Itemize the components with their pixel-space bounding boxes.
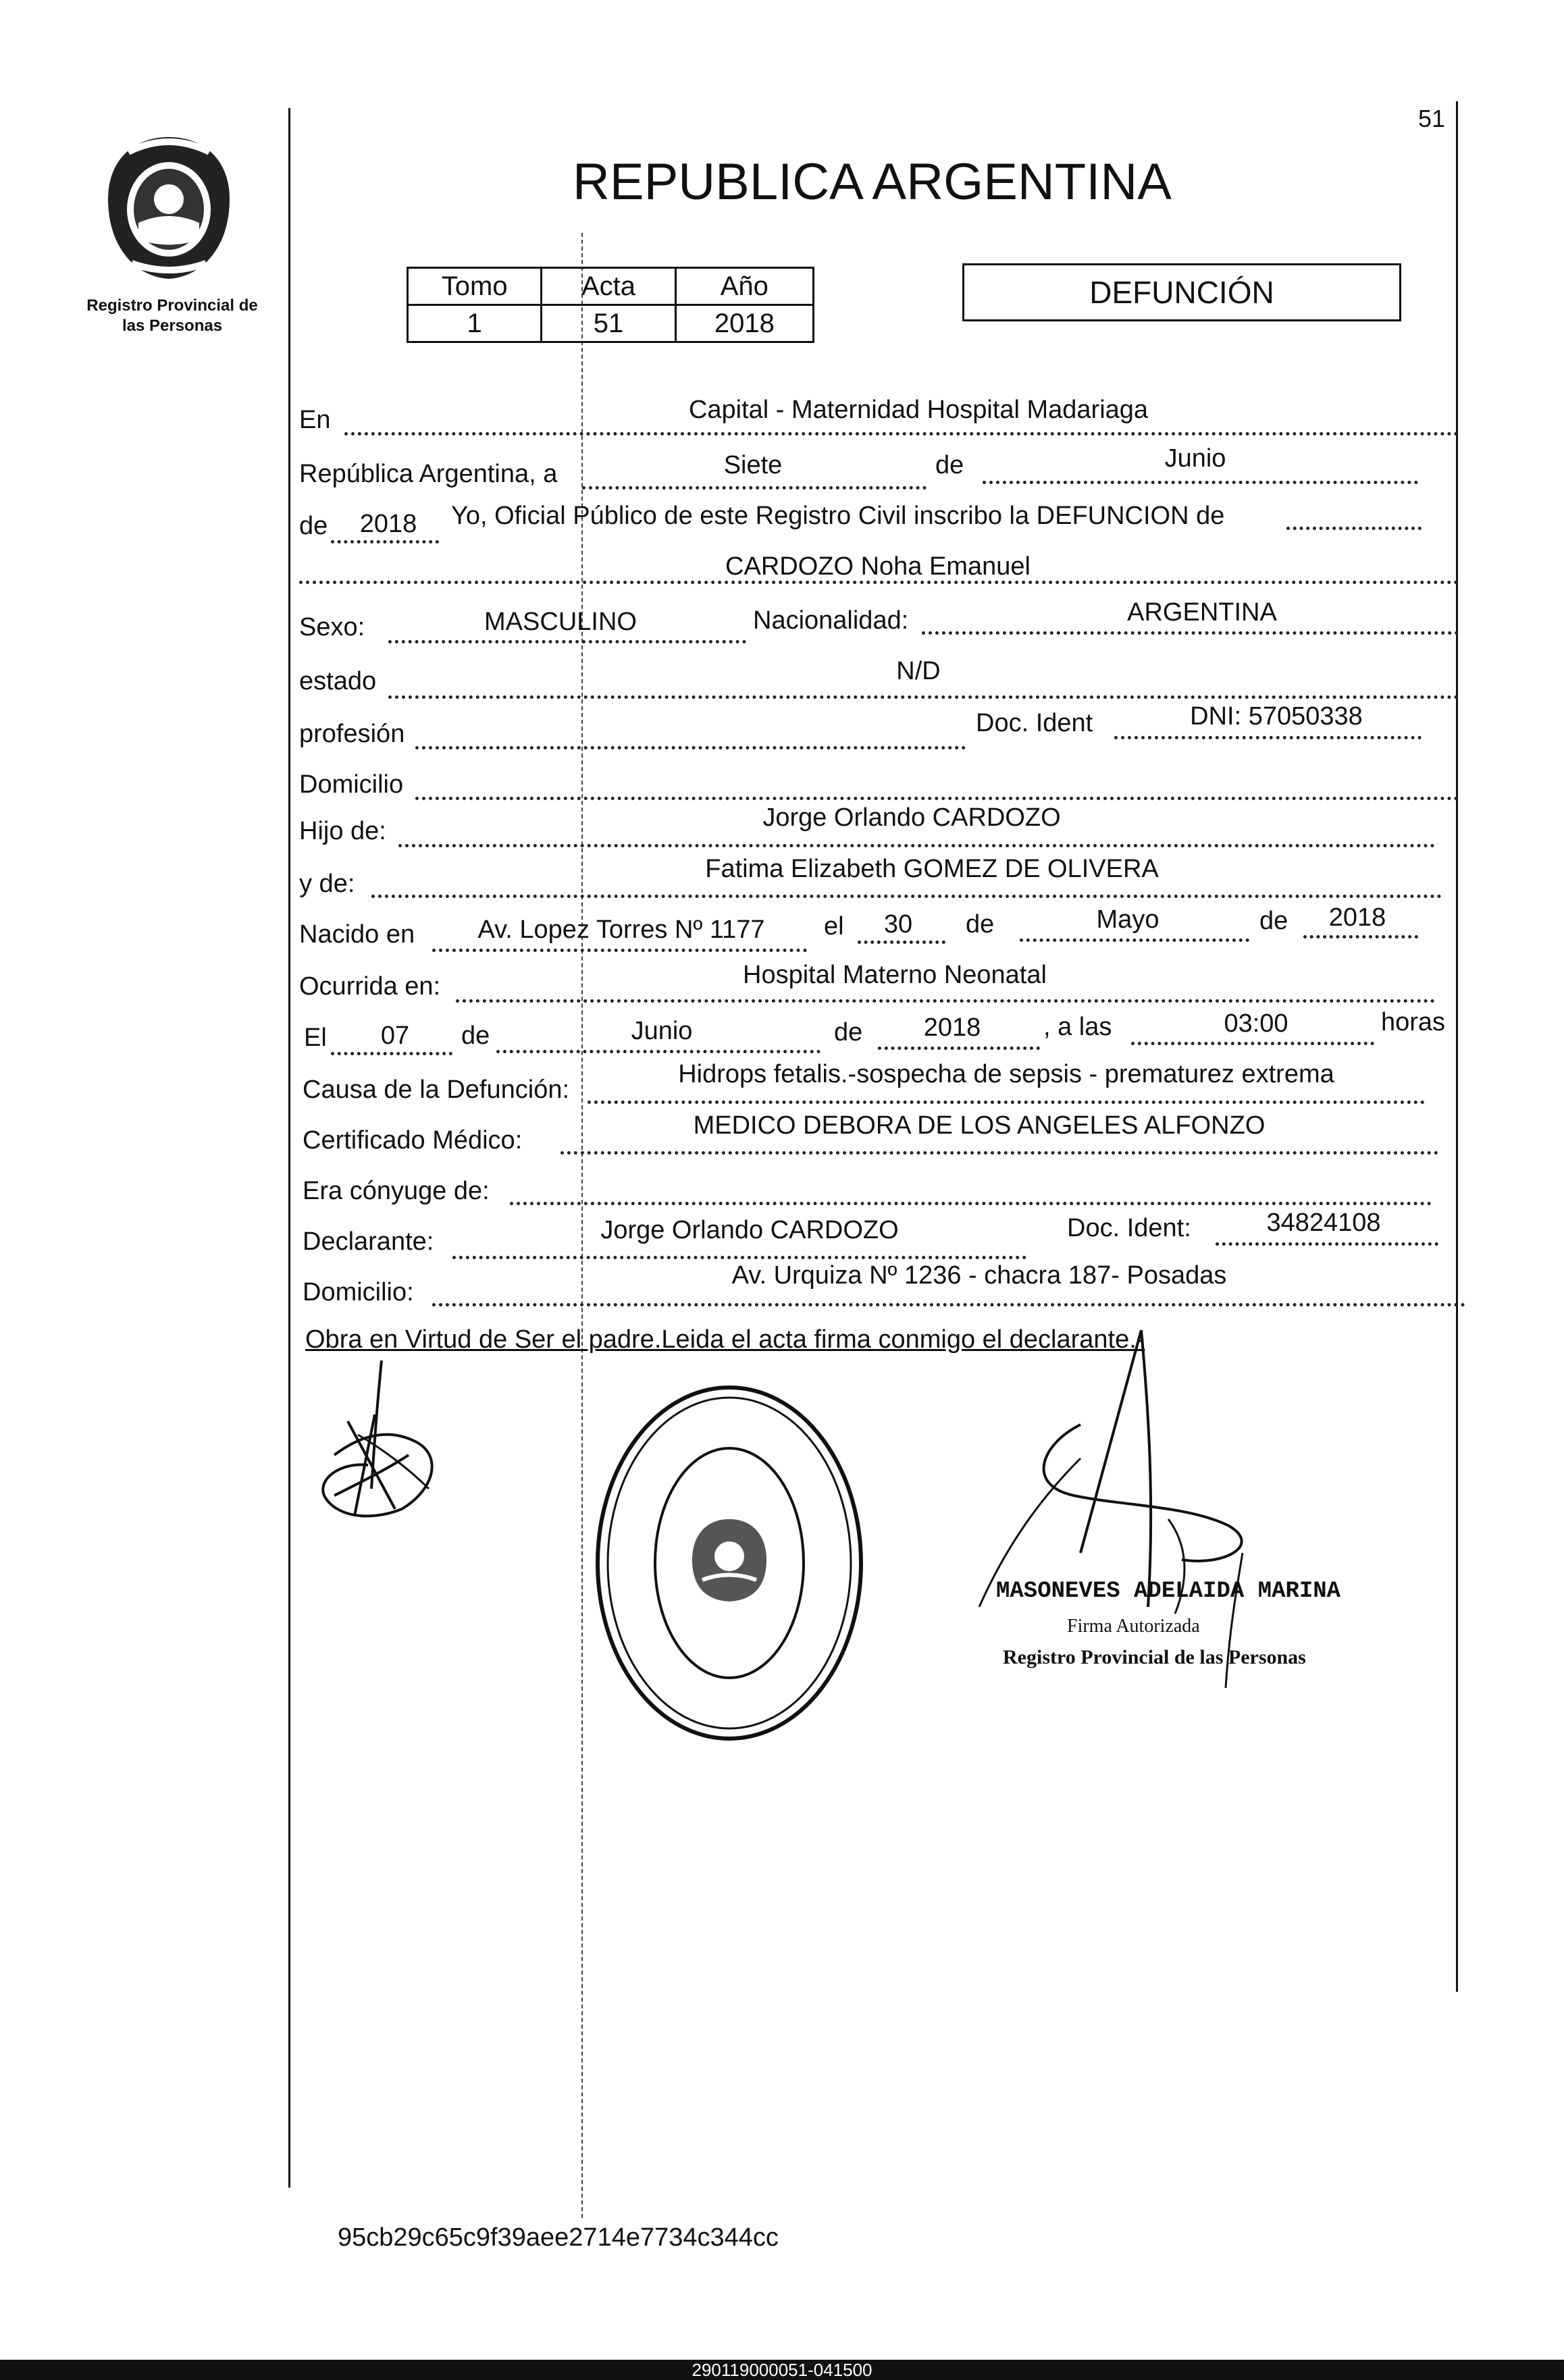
cert-value: MEDICO DEBORA DE LOS ANGELES ALFONZO xyxy=(693,1111,1266,1140)
estado-value: N/D xyxy=(896,657,941,685)
nacionalidad-label: Nacionalidad: xyxy=(753,606,909,635)
hijo-line xyxy=(398,844,1435,847)
birth-year: 2018 xyxy=(1328,903,1386,932)
birth-month: Mayo xyxy=(1096,905,1159,934)
deceased-name: CARDOZO Noha Emanuel xyxy=(725,552,1031,581)
official-seal xyxy=(591,1381,868,1745)
nacido-value: Av. Lopez Torres Nº 1177 xyxy=(477,916,765,944)
birth-de1-label: de xyxy=(966,910,995,938)
nacido-label: Nacido en xyxy=(299,920,415,949)
death-day: 07 xyxy=(380,1022,410,1050)
death-de3-label: de xyxy=(461,1022,490,1050)
profesion-line xyxy=(415,746,966,749)
doc-line xyxy=(1114,736,1422,739)
ocurrida-label: Ocurrida en: xyxy=(299,972,441,1001)
causa-label: Causa de la Defunción: xyxy=(303,1076,570,1104)
en-label: En xyxy=(299,406,331,434)
ref-value-acta: 51 xyxy=(542,305,675,342)
domicilio2-label: Domicilio: xyxy=(303,1278,414,1306)
left-border-line xyxy=(288,108,290,2188)
ref-value-tomo: 1 xyxy=(408,305,542,342)
death-time: 03:00 xyxy=(1224,1009,1288,1038)
death-month-line xyxy=(496,1050,820,1053)
day-text: Siete xyxy=(723,451,783,479)
sexo-label: Sexo: xyxy=(299,613,365,641)
right-border-line xyxy=(1456,101,1458,1992)
record-type-box: DEFUNCIÓN xyxy=(962,263,1401,321)
father-name: Jorge Orlando CARDOZO xyxy=(762,803,1061,832)
decl-doc-line xyxy=(1216,1242,1438,1246)
document-hash: 95cb29c65c9f39aee2714e7734c344cc xyxy=(338,2223,779,2252)
conyuge-label: Era cónyuge de: xyxy=(303,1177,490,1205)
republica-label: República Argentina, a xyxy=(299,460,558,488)
page-title: REPUBLICA ARGENTINA xyxy=(573,153,1172,211)
en-value: Capital - Maternidad Hospital Madariaga xyxy=(688,396,1149,424)
hijo-label: Hijo de: xyxy=(299,817,386,845)
day-de-label: de xyxy=(935,451,964,479)
yde-line xyxy=(371,895,1442,898)
left-signature xyxy=(307,1354,469,1550)
footer-code: 290119000051-041500 xyxy=(0,2360,1564,2380)
death-time-line xyxy=(1131,1042,1374,1045)
death-year: 2018 xyxy=(923,1013,981,1042)
mother-name: Fatima Elizabeth GOMEZ DE OLIVERA xyxy=(705,855,1159,883)
nacionalidad-line xyxy=(922,631,1459,635)
death-de4-label: de xyxy=(834,1018,863,1047)
year-value: 2018 xyxy=(359,510,417,538)
domicilio-line xyxy=(415,797,1459,800)
handwritten-signature-icon xyxy=(307,1354,469,1550)
domicilio2-line xyxy=(432,1303,1465,1306)
obra-text: Obra en Virtud de Ser el padre.Leida el acta firma conmigo el declarante.- xyxy=(305,1325,1145,1354)
declarante-line xyxy=(452,1256,1026,1259)
death-month: Junio xyxy=(631,1017,693,1045)
reference-table xyxy=(407,267,814,343)
ref-value-anio: 2018 xyxy=(675,305,813,342)
birth-day-line xyxy=(858,941,945,944)
official-text: Yo, Oficial Público de este Registro Civil inscribo la DEFUNCION de xyxy=(451,502,1225,530)
ref-header-acta: Acta xyxy=(542,268,675,305)
agency-name: Registro Provincial de las Personas xyxy=(86,296,258,335)
year-line xyxy=(331,540,439,544)
birth-day: 30 xyxy=(883,910,913,938)
stamp-line3: Registro Provincial de las Personas xyxy=(1003,1646,1306,1668)
ref-header-tomo: Tomo xyxy=(408,268,542,305)
stamp-line2: Firma Autorizada xyxy=(1067,1616,1200,1637)
decl-doc-label: Doc. Ident: xyxy=(1067,1214,1191,1242)
deceased-line xyxy=(299,581,1459,584)
right-signature xyxy=(945,1323,1324,1701)
official-line xyxy=(1286,527,1422,530)
death-year-line xyxy=(878,1047,1040,1050)
ocurrida-line xyxy=(456,999,1435,1003)
conyuge-line xyxy=(510,1202,1432,1205)
stamp-name: MASONEVES ADELAIDA MARINA xyxy=(996,1579,1341,1604)
declarante-label: Declarante: xyxy=(303,1227,434,1256)
death-day-line xyxy=(331,1052,452,1055)
profesion-label: profesión xyxy=(299,720,405,748)
death-el-label: El xyxy=(304,1024,327,1052)
doc-label: Doc. Ident xyxy=(976,709,1093,737)
day-line xyxy=(582,486,927,490)
yde-label: y de: xyxy=(299,870,355,898)
nacionalidad-value: ARGENTINA xyxy=(1127,598,1277,627)
cert-label: Certificado Médico: xyxy=(303,1126,523,1155)
registry-seal-icon xyxy=(591,1381,868,1745)
causa-line xyxy=(588,1101,1425,1104)
horas-label: horas xyxy=(1381,1008,1446,1036)
birth-el-label: el xyxy=(824,912,844,941)
domicilio-label: Domicilio xyxy=(299,770,404,799)
domicilio2-value: Av. Urquiza Nº 1236 - chacra 187- Posadas xyxy=(731,1261,1227,1290)
alas-label: , a las xyxy=(1043,1013,1112,1041)
causa-value: Hidrops fetalis.-sospecha de sepsis - prematurez extrema xyxy=(678,1060,1334,1088)
page-number: 51 xyxy=(1418,105,1446,132)
estado-line xyxy=(388,695,1459,699)
birth-year-line xyxy=(1303,935,1418,938)
province-emblem xyxy=(101,132,236,284)
declarante-value: Jorge Orlando CARDOZO xyxy=(600,1216,899,1244)
cert-line xyxy=(561,1151,1438,1155)
sexo-value: MASCULINO xyxy=(484,608,637,636)
handwritten-signature-icon xyxy=(945,1323,1324,1701)
birth-month-line xyxy=(1020,938,1249,942)
month-text: Junio xyxy=(1164,444,1226,473)
estado-label: estado xyxy=(299,667,377,695)
nacido-line xyxy=(432,949,807,952)
doc-value: DNI: 57050338 xyxy=(1190,702,1363,731)
decl-doc-value: 34824108 xyxy=(1266,1209,1381,1237)
en-line xyxy=(344,432,1459,435)
province-emblem-icon xyxy=(101,132,236,284)
ocurrida-value: Hospital Materno Neonatal xyxy=(743,961,1047,989)
year-de-label: de xyxy=(299,512,328,540)
ref-header-anio: Año xyxy=(675,268,813,305)
month-line xyxy=(983,481,1418,484)
birth-de2-label: de xyxy=(1259,907,1288,935)
sexo-line xyxy=(388,640,746,643)
